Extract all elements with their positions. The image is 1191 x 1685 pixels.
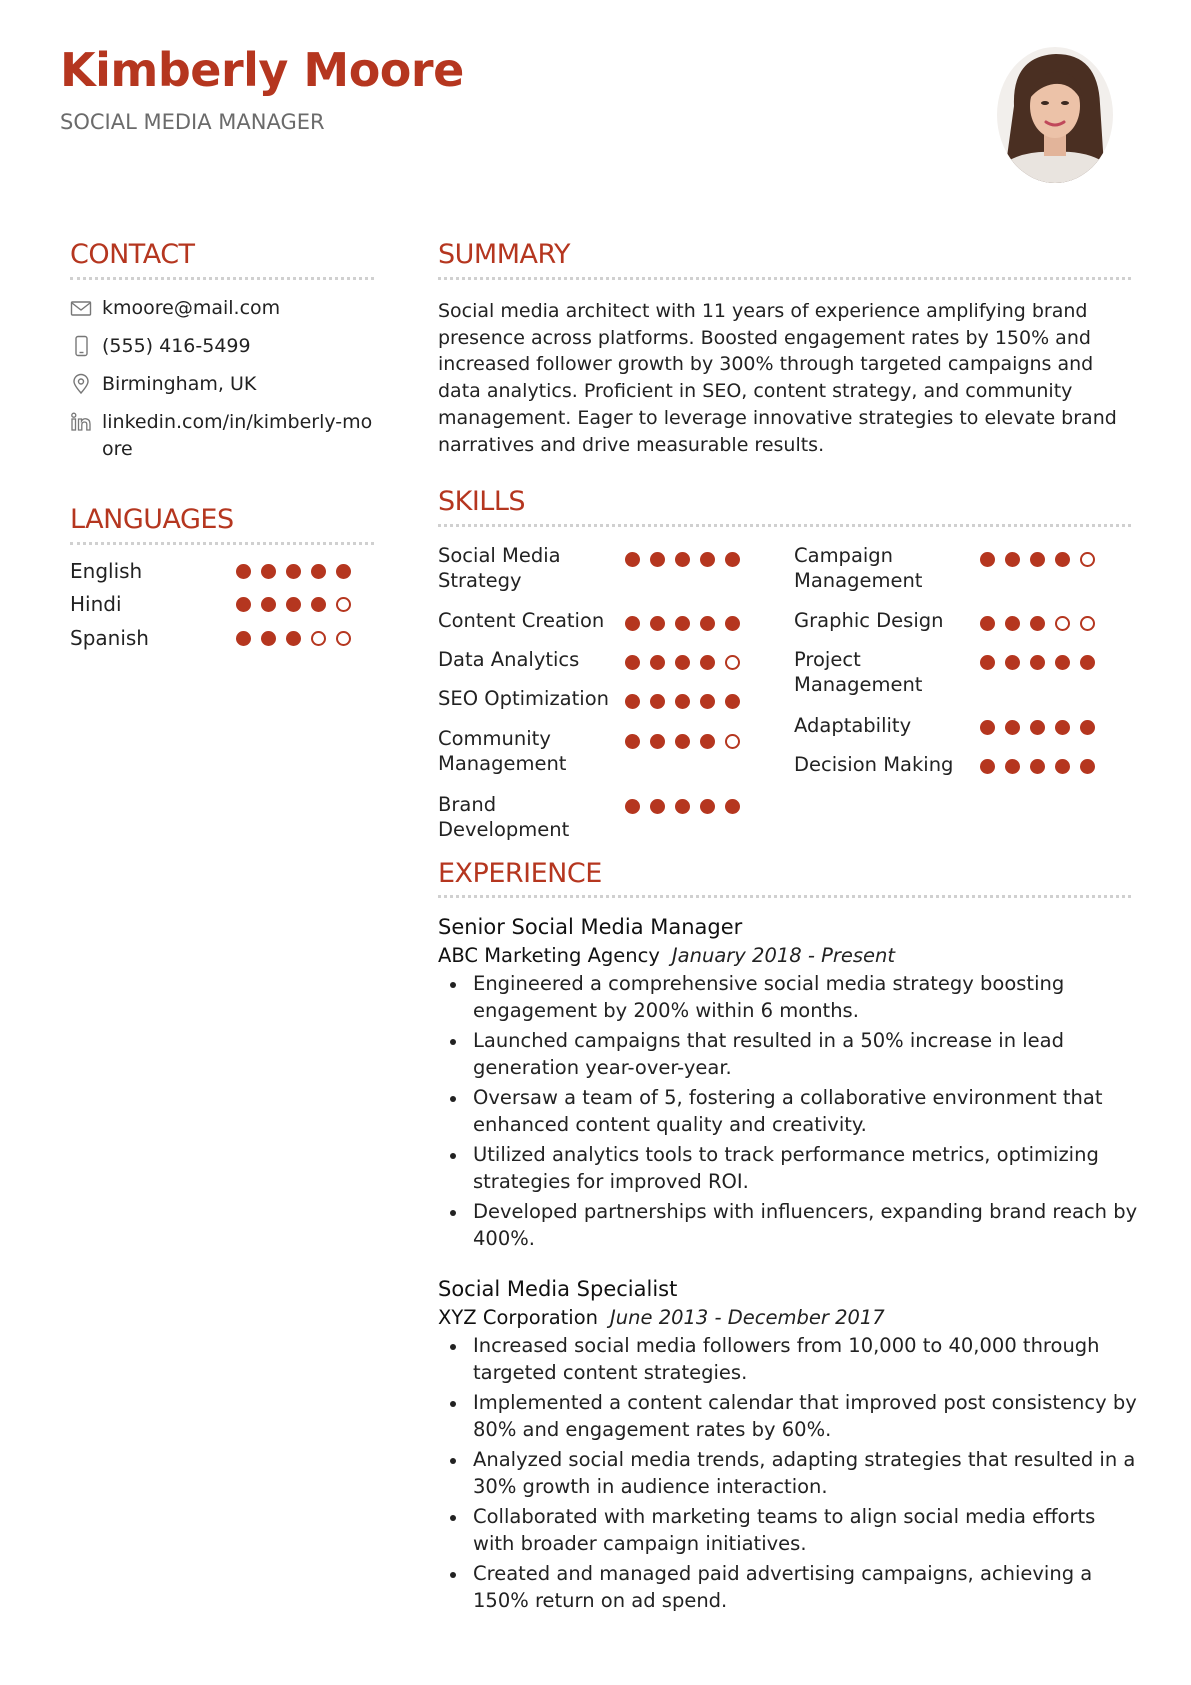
job-title: Senior Social Media Manager [438, 915, 743, 939]
rating-dot-filled [1005, 552, 1020, 567]
list-item: Analyzed social media trends, adapting strategies that resulted in a 30% growth in audience interaction. [438, 1447, 1138, 1500]
envelope-icon [70, 297, 92, 319]
rating-dot-filled [1080, 759, 1095, 774]
rating-dot-filled [261, 564, 276, 579]
skill-name: Project Management [794, 648, 923, 696]
job-title-header: SOCIAL MEDIA MANAGER [60, 110, 325, 134]
rating-dot-filled [725, 799, 740, 814]
contact-location-text: Birmingham, UK [102, 373, 257, 395]
location-pin-icon [70, 373, 92, 395]
job-company: ABC Marketing Agency [438, 944, 660, 967]
skill-name: Data Analytics [438, 648, 580, 671]
linkedin-icon [70, 411, 92, 433]
skill-rating [625, 655, 740, 670]
rating-dot-filled [261, 631, 276, 646]
rating-dot-filled [675, 734, 690, 749]
language-name: English [70, 559, 143, 583]
phone-icon [70, 335, 92, 357]
list-item: Utilized analytics tools to track performance metrics, optimizing strategies for improved ROI. [438, 1142, 1138, 1195]
job-dates: June 2013 - December 2017 [610, 1306, 885, 1329]
contact-phone [70, 333, 380, 360]
job-title: Social Media Specialist [438, 1277, 678, 1301]
contact-email-text: kmoore@mail.com [102, 297, 281, 319]
skill-rating [980, 720, 1095, 735]
skill-rating [625, 694, 740, 709]
skills-heading: SKILLS [438, 486, 526, 517]
rating-dot-filled [980, 720, 995, 735]
rating-dot-filled [286, 631, 301, 646]
list-item: Created and managed paid advertising campaigns, achieving a 150% return on ad spend. [438, 1561, 1138, 1614]
rating-dot-filled [1030, 552, 1045, 567]
rating-dot-empty [1080, 552, 1095, 567]
skills-divider [438, 524, 1131, 527]
rating-dot-filled [980, 552, 995, 567]
contact-phone-text: (555) 416-5499 [102, 335, 251, 357]
job-meta [438, 943, 895, 969]
rating-dot-filled [1055, 720, 1070, 735]
rating-dot-filled [980, 759, 995, 774]
languages-heading: LANGUAGES [70, 504, 234, 535]
rating-dot-filled [261, 597, 276, 612]
rating-dot-filled [725, 616, 740, 631]
skill-rating [980, 552, 1095, 567]
language-name: Hindi [70, 592, 122, 616]
rating-dot-filled [625, 694, 640, 709]
rating-dot-empty [1080, 616, 1095, 631]
skill-rating [980, 759, 1095, 774]
rating-dot-filled [675, 694, 690, 709]
rating-dot-filled [725, 552, 740, 567]
rating-dot-filled [1030, 759, 1045, 774]
language-rating [236, 631, 351, 646]
rating-dot-filled [1080, 655, 1095, 670]
rating-dot-empty [336, 597, 351, 612]
skill-rating [980, 655, 1095, 670]
rating-dot-filled [1055, 759, 1070, 774]
rating-dot-filled [1030, 655, 1045, 670]
skill-name: Adaptability [794, 714, 912, 737]
rating-dot-empty [725, 734, 740, 749]
contact-location [70, 371, 380, 398]
languages-divider [70, 542, 374, 545]
rating-dot-filled [286, 597, 301, 612]
rating-dot-filled [700, 799, 715, 814]
rating-dot-filled [675, 799, 690, 814]
rating-dot-filled [980, 616, 995, 631]
list-item: Oversaw a team of 5, fostering a collaborative environment that enhanced content quality and creativity. [438, 1085, 1138, 1138]
rating-dot-filled [336, 564, 351, 579]
language-rating [236, 597, 351, 612]
rating-dot-filled [625, 734, 640, 749]
language-row [70, 590, 370, 618]
list-item: Developed partnerships with influencers, expanding brand reach by 400%. [438, 1199, 1138, 1252]
rating-dot-filled [980, 655, 995, 670]
skill-rating [625, 552, 740, 567]
summary-divider [438, 277, 1131, 280]
list-item: Collaborated with marketing teams to align social media efforts with broader campaign initiatives. [438, 1504, 1138, 1557]
experience-heading: EXPERIENCE [438, 858, 602, 889]
list-item: Launched campaigns that resulted in a 50% increase in lead generation year-over-year. [438, 1028, 1138, 1081]
rating-dot-empty [336, 631, 351, 646]
contact-linkedin[interactable] [70, 409, 380, 463]
rating-dot-filled [1005, 759, 1020, 774]
profile-photo [996, 46, 1114, 184]
rating-dot-filled [650, 552, 665, 567]
rating-dot-filled [1030, 720, 1045, 735]
rating-dot-filled [700, 734, 715, 749]
job-company: XYZ Corporation [438, 1306, 599, 1329]
job-bullets [438, 971, 1138, 1256]
skill-name: Content Creation [438, 609, 605, 632]
skill-name: Social Media Strategy [438, 544, 561, 592]
rating-dot-filled [625, 655, 640, 670]
list-item: Engineered a comprehensive social media strategy boosting engagement by 200% within 6 months. [438, 971, 1138, 1024]
rating-dot-filled [650, 655, 665, 670]
summary-text: Social media architect with 11 years of experience amplifying brand presence across platforms. Boosted engagement rates by 150% and increased follower growth by 300% through targeted campaigns and data analytics. Proficient in SEO, content strategy, and community management. Eager to leverage innovative strategies to elevate brand narratives and drive measurable results. [438, 300, 1117, 456]
experience-divider [438, 895, 1131, 898]
rating-dot-filled [650, 694, 665, 709]
skill-rating [980, 616, 1095, 631]
rating-dot-filled [625, 799, 640, 814]
rating-dot-filled [1080, 720, 1095, 735]
rating-dot-filled [700, 552, 715, 567]
rating-dot-filled [725, 694, 740, 709]
skill-name: Graphic Design [794, 609, 944, 632]
language-row [70, 624, 370, 652]
rating-dot-filled [1005, 720, 1020, 735]
skill-name: Decision Making [794, 753, 954, 776]
skill-name: Community Management [438, 727, 567, 775]
skill-rating [625, 734, 740, 749]
rating-dot-filled [675, 616, 690, 631]
rating-dot-filled [675, 655, 690, 670]
rating-dot-filled [675, 552, 690, 567]
job-bullets [438, 1333, 1138, 1618]
rating-dot-filled [700, 655, 715, 670]
rating-dot-filled [236, 564, 251, 579]
skill-name: Brand Development [438, 793, 570, 841]
language-name: Spanish [70, 626, 149, 650]
rating-dot-filled [236, 597, 251, 612]
rating-dot-filled [625, 552, 640, 567]
job-dates: January 2018 - Present [671, 944, 896, 967]
rating-dot-filled [1005, 616, 1020, 631]
contact-divider [70, 277, 374, 280]
rating-dot-filled [625, 616, 640, 631]
rating-dot-filled [1055, 655, 1070, 670]
rating-dot-empty [725, 655, 740, 670]
skill-name: SEO Optimization [438, 687, 609, 710]
rating-dot-filled [286, 564, 301, 579]
contact-linkedin-text[interactable]: linkedin.com/in/kimberly-moore [102, 411, 373, 460]
rating-dot-filled [1055, 552, 1070, 567]
rating-dot-empty [311, 631, 326, 646]
rating-dot-filled [650, 734, 665, 749]
list-item: Implemented a content calendar that improved post consistency by 80% and engagement rates by 60%. [438, 1390, 1138, 1443]
candidate-name: Kimberly Moore [60, 43, 464, 97]
language-rating [236, 564, 351, 579]
rating-dot-filled [311, 564, 326, 579]
summary-heading: SUMMARY [438, 239, 570, 270]
rating-dot-filled [311, 597, 326, 612]
rating-dot-filled [650, 799, 665, 814]
contact-heading: CONTACT [70, 239, 195, 270]
rating-dot-filled [650, 616, 665, 631]
list-item: Increased social media followers from 10,000 to 40,000 through targeted content strategies. [438, 1333, 1138, 1386]
skill-name: Campaign Management [794, 544, 923, 592]
skill-rating [625, 799, 740, 814]
skill-rating [625, 616, 740, 631]
rating-dot-filled [1005, 655, 1020, 670]
job-meta [438, 1305, 885, 1331]
rating-dot-filled [700, 694, 715, 709]
rating-dot-filled [700, 616, 715, 631]
rating-dot-empty [1055, 616, 1070, 631]
language-row [70, 557, 370, 585]
rating-dot-filled [236, 631, 251, 646]
rating-dot-filled [1030, 616, 1045, 631]
contact-email [70, 295, 380, 322]
